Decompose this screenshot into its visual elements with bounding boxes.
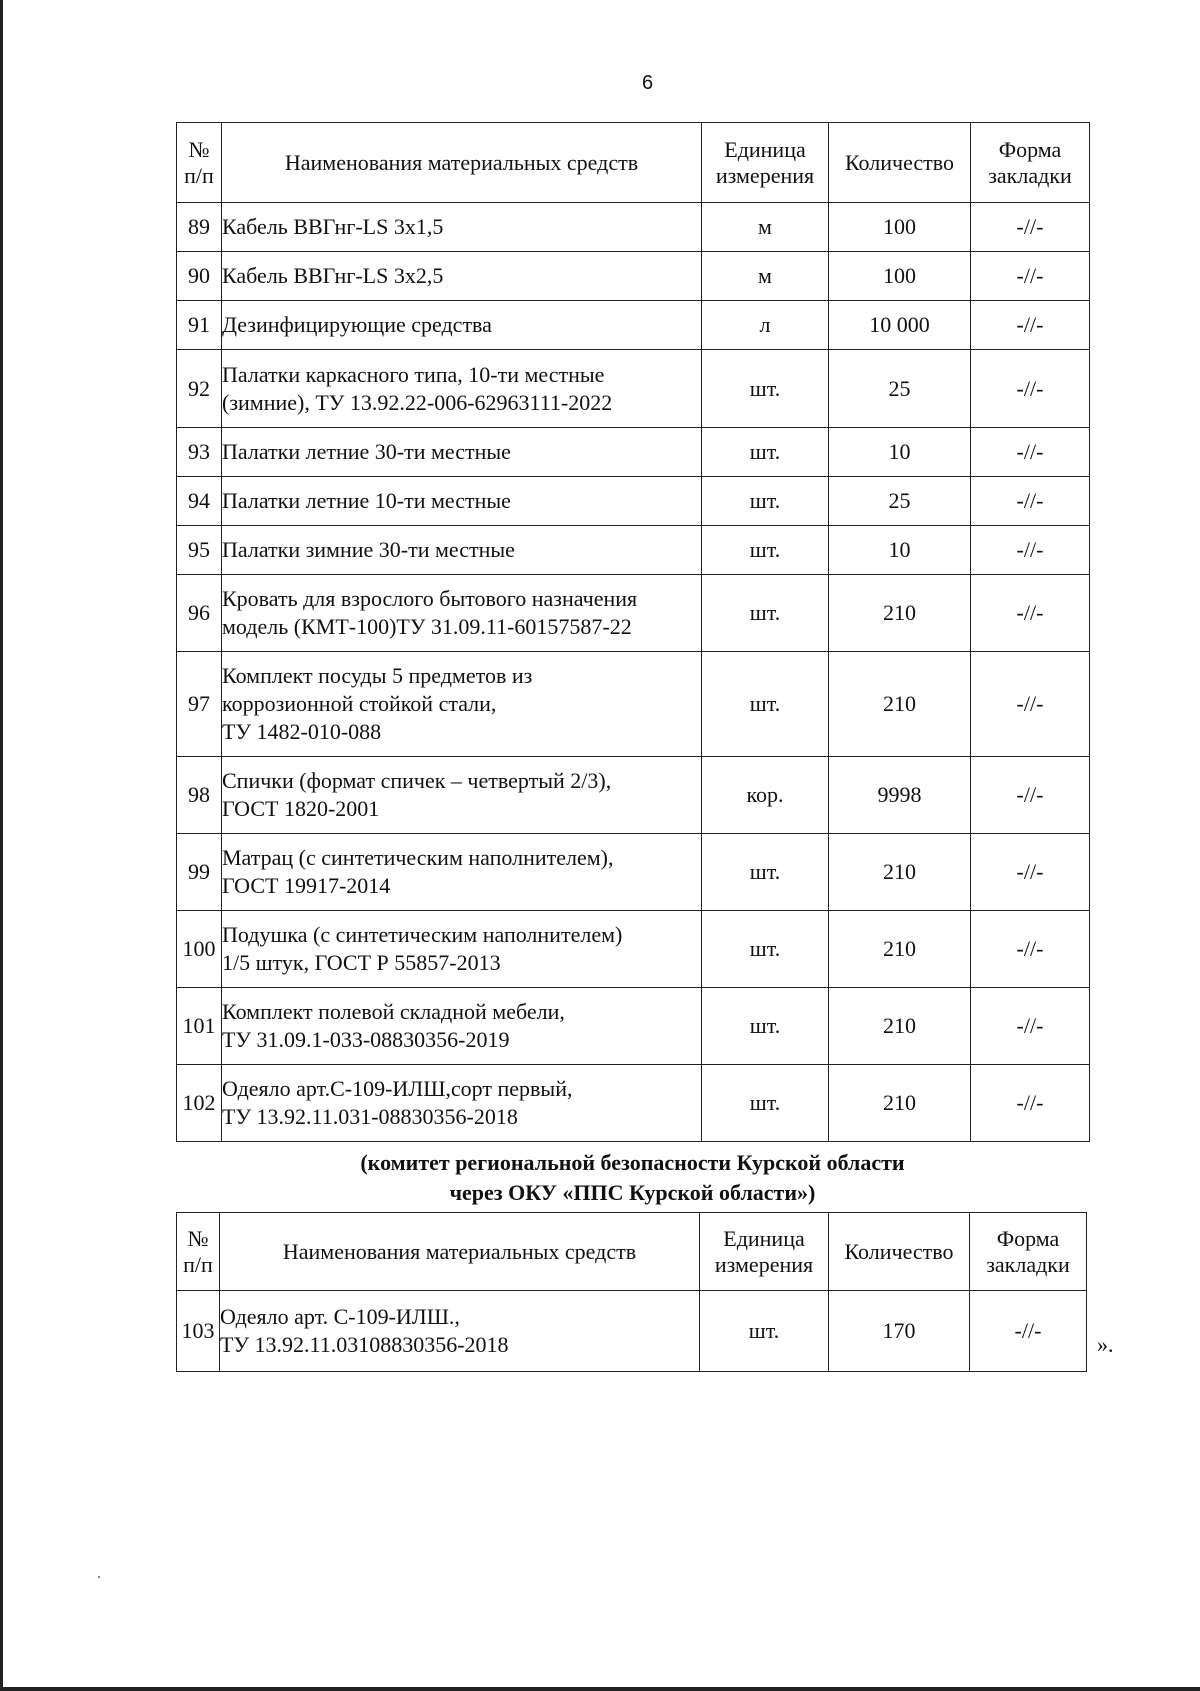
row-name: Кабель ВВГнг-LS 3х2,5 xyxy=(222,252,702,301)
section-title-line-2: через ОКУ «ППС Курской области») xyxy=(449,1180,816,1205)
row-num: 90 xyxy=(177,252,222,301)
row-form: -//- xyxy=(971,301,1090,350)
row-quantity: 170 xyxy=(829,1291,970,1372)
row-unit: шт. xyxy=(702,911,829,988)
table-row xyxy=(177,652,1090,757)
table-row xyxy=(177,575,1090,652)
row-name: Палатки зимние 30-ти местные xyxy=(222,526,702,575)
materials-table-2 xyxy=(176,1212,1087,1372)
row-quantity: 10 000 xyxy=(829,301,971,350)
header-unit: Единица измерения xyxy=(700,1213,829,1291)
table-row xyxy=(177,1065,1090,1142)
header-form: Форма закладки xyxy=(970,1213,1087,1291)
row-name: Дезинфицирующие средства xyxy=(222,301,702,350)
header-quantity: Количество xyxy=(829,1213,970,1291)
table-row xyxy=(177,477,1090,526)
row-quantity: 100 xyxy=(829,252,971,301)
page-number: 6 xyxy=(641,72,654,94)
row-num: 95 xyxy=(177,526,222,575)
row-num: 89 xyxy=(177,203,222,252)
row-quantity: 210 xyxy=(829,834,971,911)
row-unit: кор. xyxy=(702,757,829,834)
section-title-line-1: (комитет региональной безопасности Курской области xyxy=(360,1150,905,1175)
row-unit: шт. xyxy=(702,526,829,575)
row-unit: шт. xyxy=(702,1065,829,1142)
table-row xyxy=(177,252,1090,301)
row-name: Палатки каркасного типа, 10-ти местные (зимние), ТУ 13.92.22-006-62963111-2022 xyxy=(222,350,702,428)
row-quantity: 10 xyxy=(829,526,971,575)
row-quantity: 210 xyxy=(829,911,971,988)
row-name: Палатки летние 10-ти местные xyxy=(222,477,702,526)
header-name: Наименования материальных средств xyxy=(220,1213,700,1291)
row-unit: шт. xyxy=(702,988,829,1065)
row-form: -//- xyxy=(971,252,1090,301)
table-row xyxy=(177,350,1090,428)
row-form: -//- xyxy=(971,203,1090,252)
table-row xyxy=(177,988,1090,1065)
row-quantity: 210 xyxy=(829,1065,971,1142)
row-unit: шт. xyxy=(702,350,829,428)
table-2-header-row xyxy=(177,1213,1087,1291)
row-name: Спички (формат спичек – четвертый 2/3), ГОСТ 1820-2001 xyxy=(222,757,702,834)
row-name: Одеяло арт. С-109-ИЛШ., ТУ 13.92.11.03108830356-2018 xyxy=(220,1291,700,1372)
row-unit: шт. xyxy=(702,575,829,652)
row-num: 91 xyxy=(177,301,222,350)
row-quantity: 9998 xyxy=(829,757,971,834)
row-name: Кабель ВВГнг-LS 3х1,5 xyxy=(222,203,702,252)
row-num: 97 xyxy=(177,652,222,757)
row-num: 101 xyxy=(177,988,222,1065)
row-form: -//- xyxy=(971,1065,1090,1142)
row-name: Палатки летние 30-ти местные xyxy=(222,428,702,477)
header-form: Форма закладки xyxy=(971,123,1090,203)
row-form: -//- xyxy=(970,1291,1087,1372)
row-unit: м xyxy=(702,252,829,301)
header-unit: Единица измерения xyxy=(702,123,829,203)
row-quantity: 25 xyxy=(829,350,971,428)
table-row xyxy=(177,203,1090,252)
row-quantity: 210 xyxy=(829,988,971,1065)
row-unit: л xyxy=(702,301,829,350)
row-num: 103 xyxy=(177,1291,220,1372)
header-name: Наименования материальных средств xyxy=(222,123,702,203)
row-form: -//- xyxy=(971,428,1090,477)
scan-left-edge xyxy=(0,0,3,1691)
row-form: -//- xyxy=(971,575,1090,652)
materials-table xyxy=(176,122,1090,1142)
scan-speck xyxy=(98,1576,100,1578)
row-name: Матрац (с синтетическим наполнителем), ГОСТ 19917-2014 xyxy=(222,834,702,911)
row-num: 99 xyxy=(177,834,222,911)
scan-bottom-edge xyxy=(0,1687,1200,1691)
row-quantity: 210 xyxy=(829,575,971,652)
row-name: Подушка (с синтетическим наполнителем) 1/5 штук, ГОСТ Р 55857-2013 xyxy=(222,911,702,988)
row-form: -//- xyxy=(971,526,1090,575)
row-quantity: 10 xyxy=(829,428,971,477)
row-num: 96 xyxy=(177,575,222,652)
table-row xyxy=(177,526,1090,575)
row-unit: шт. xyxy=(702,652,829,757)
table-row xyxy=(177,911,1090,988)
row-unit: шт. xyxy=(702,477,829,526)
section-title xyxy=(176,1148,1089,1208)
row-form: -//- xyxy=(971,757,1090,834)
header-quantity: Количество xyxy=(829,123,971,203)
row-num: 92 xyxy=(177,350,222,428)
row-unit: шт. xyxy=(702,834,829,911)
row-quantity: 100 xyxy=(829,203,971,252)
row-form: -//- xyxy=(971,911,1090,988)
row-form: -//- xyxy=(971,477,1090,526)
row-num: 94 xyxy=(177,477,222,526)
row-unit: шт. xyxy=(700,1291,829,1372)
row-quantity: 210 xyxy=(829,652,971,757)
header-num: № п/п xyxy=(177,123,222,203)
row-form: -//- xyxy=(971,988,1090,1065)
table-row xyxy=(177,1291,1087,1372)
row-form: -//- xyxy=(971,652,1090,757)
row-num: 100 xyxy=(177,911,222,988)
row-name: Комплект посуды 5 предметов из коррозионной стойкой стали, ТУ 1482-010-088 xyxy=(222,652,702,757)
row-num: 98 xyxy=(177,757,222,834)
closing-quote: ». xyxy=(1097,1332,1114,1357)
row-num: 102 xyxy=(177,1065,222,1142)
row-form: -//- xyxy=(971,350,1090,428)
row-unit: м xyxy=(702,203,829,252)
table-row xyxy=(177,757,1090,834)
row-num: 93 xyxy=(177,428,222,477)
table-row xyxy=(177,428,1090,477)
row-quantity: 25 xyxy=(829,477,971,526)
row-name: Кровать для взрослого бытового назначения модель (КМТ-100)ТУ 31.09.11-60157587-22 xyxy=(222,575,702,652)
row-form: -//- xyxy=(971,834,1090,911)
table-row xyxy=(177,834,1090,911)
row-name: Одеяло арт.С-109-ИЛШ,сорт первый, ТУ 13.92.11.031-08830356-2018 xyxy=(222,1065,702,1142)
table-header-row xyxy=(177,123,1090,203)
row-name: Комплект полевой складной мебели, ТУ 31.09.1-033-08830356-2019 xyxy=(222,988,702,1065)
row-unit: шт. xyxy=(702,428,829,477)
table-row xyxy=(177,301,1090,350)
header-num: № п/п xyxy=(177,1213,220,1291)
